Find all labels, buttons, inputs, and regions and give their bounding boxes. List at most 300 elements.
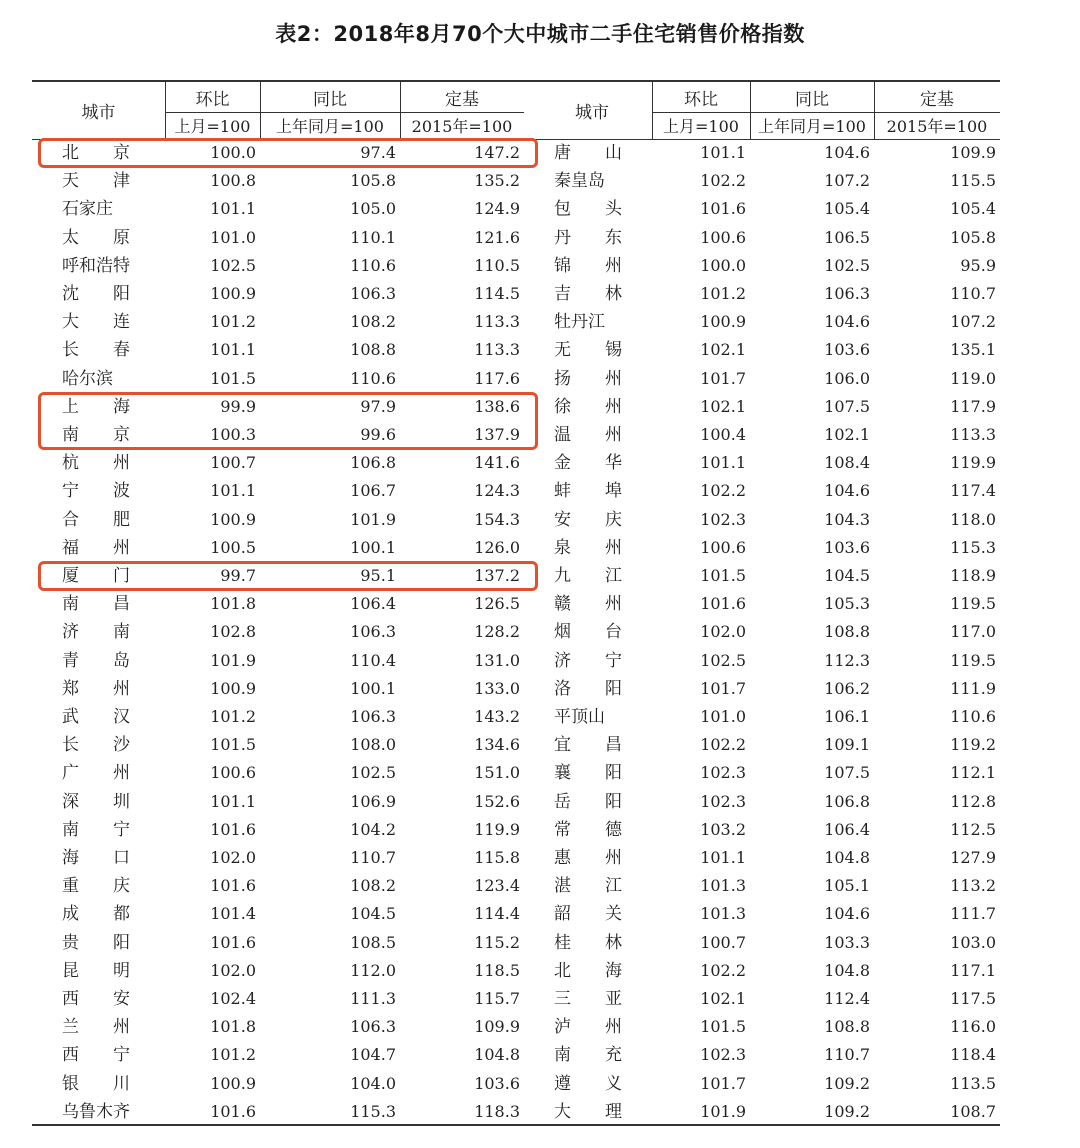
left-yoy-header: 同比 xyxy=(313,89,347,110)
yoy-value: 100.1 xyxy=(350,537,396,557)
base-value: 109.9 xyxy=(950,143,996,162)
base-value: 117.9 xyxy=(950,396,996,416)
mom-value: 101.9 xyxy=(210,650,256,670)
yoy-value: 108.4 xyxy=(824,453,870,473)
yoy-value: 108.8 xyxy=(350,340,396,360)
yoy-value: 95.1 xyxy=(360,566,396,585)
mom-value: 101.6 xyxy=(700,199,746,219)
city-name: 遵 义 xyxy=(554,1073,622,1094)
city-name: 襄 阳 xyxy=(554,763,622,784)
table-row xyxy=(32,816,1000,844)
table-row xyxy=(32,985,1000,1013)
mom-value: 101.6 xyxy=(210,932,256,952)
base-value: 128.2 xyxy=(474,622,520,642)
city-name: 太 原 xyxy=(62,227,130,248)
mom-value: 101.1 xyxy=(210,340,256,360)
base-value: 103.6 xyxy=(474,1073,520,1093)
yoy-value: 106.3 xyxy=(350,622,396,642)
base-value: 108.7 xyxy=(950,1101,996,1121)
left-header-midline xyxy=(165,112,524,113)
mom-value: 100.9 xyxy=(210,284,256,303)
mom-value: 100.6 xyxy=(210,763,256,783)
city-name: 成 都 xyxy=(62,904,130,925)
city-name: 安 庆 xyxy=(554,509,622,530)
right-mom-subheader: 上月=100 xyxy=(663,117,739,136)
base-value: 118.3 xyxy=(474,1101,520,1121)
city-name: 海 口 xyxy=(62,848,130,868)
city-name: 昆 明 xyxy=(62,960,130,981)
city-name: 济 宁 xyxy=(554,650,622,671)
table-row xyxy=(32,872,1000,900)
yoy-value: 110.6 xyxy=(350,368,396,388)
base-value: 107.2 xyxy=(950,312,996,332)
base-value: 111.7 xyxy=(950,904,996,924)
mom-value: 102.0 xyxy=(210,848,256,867)
mom-value: 100.7 xyxy=(210,453,256,473)
table-row xyxy=(32,224,1000,252)
yoy-value: 104.5 xyxy=(824,566,870,585)
yoy-value: 106.4 xyxy=(350,594,396,614)
left-mom-subheader: 上月=100 xyxy=(174,117,251,136)
table-row xyxy=(32,280,1000,308)
base-value: 121.6 xyxy=(474,227,520,247)
mom-value: 100.6 xyxy=(700,537,746,557)
yoy-value: 104.6 xyxy=(824,904,870,924)
table-row xyxy=(32,365,1000,393)
base-value: 117.1 xyxy=(950,960,996,980)
table-row xyxy=(32,1041,1000,1069)
mom-value: 101.7 xyxy=(700,1073,746,1093)
yoy-value: 99.6 xyxy=(360,425,396,444)
mom-value: 101.9 xyxy=(700,1101,746,1121)
city-name: 大 理 xyxy=(554,1101,622,1122)
yoy-value: 104.2 xyxy=(350,819,396,839)
yoy-value: 104.5 xyxy=(350,904,396,924)
city-name: 丹 东 xyxy=(554,227,622,248)
city-name: 沈 阳 xyxy=(62,284,130,304)
yoy-value: 103.3 xyxy=(824,932,870,952)
yoy-value: 97.9 xyxy=(360,396,396,416)
table-row xyxy=(32,618,1000,646)
city-name: 无 锡 xyxy=(554,340,622,361)
mom-value: 101.1 xyxy=(210,791,256,811)
city-name: 乌鲁木齐 xyxy=(62,1101,130,1122)
mom-value: 101.2 xyxy=(210,1045,256,1065)
mom-value: 101.7 xyxy=(700,678,746,698)
mom-value: 101.5 xyxy=(700,1017,746,1037)
yoy-value: 106.2 xyxy=(824,678,870,698)
base-value: 126.0 xyxy=(474,537,520,557)
base-value: 112.1 xyxy=(950,763,996,783)
right-yoy-header: 同比 xyxy=(795,89,829,110)
base-value: 110.7 xyxy=(950,284,996,303)
city-name: 韶 关 xyxy=(554,904,622,925)
base-value: 111.9 xyxy=(950,678,996,698)
base-value: 115.2 xyxy=(474,932,520,952)
base-value: 109.9 xyxy=(474,1017,520,1037)
table-row xyxy=(32,647,1000,675)
table-row xyxy=(32,929,1000,957)
mom-value: 102.5 xyxy=(210,255,256,275)
city-name: 秦皇岛 xyxy=(554,171,605,192)
city-name: 上 海 xyxy=(62,396,130,417)
mom-value: 101.6 xyxy=(210,1101,256,1121)
table-row xyxy=(32,139,1000,167)
mom-value: 103.2 xyxy=(700,819,746,839)
city-name: 泸 州 xyxy=(554,1017,622,1038)
right-mom-header: 环比 xyxy=(684,89,718,110)
city-name: 宜 昌 xyxy=(554,735,622,756)
base-value: 119.5 xyxy=(950,650,996,670)
mom-value: 101.2 xyxy=(210,312,256,332)
mom-value: 99.9 xyxy=(220,396,256,416)
yoy-value: 106.3 xyxy=(824,284,870,303)
base-value: 118.0 xyxy=(950,509,996,529)
base-value: 110.5 xyxy=(474,255,520,275)
table-row xyxy=(32,195,1000,223)
base-value: 135.2 xyxy=(474,171,520,191)
base-value: 124.9 xyxy=(474,199,520,219)
left-mom-header: 环比 xyxy=(195,89,230,110)
city-name: 重 庆 xyxy=(62,876,130,897)
table-row xyxy=(32,393,1000,421)
city-name: 郑 州 xyxy=(62,678,130,699)
base-value: 105.8 xyxy=(950,227,996,247)
yoy-value: 112.4 xyxy=(824,989,870,1008)
mom-value: 102.3 xyxy=(700,763,746,783)
table-row xyxy=(32,703,1000,731)
left-city-header: 城市 xyxy=(81,103,116,123)
table-row xyxy=(32,731,1000,759)
yoy-value: 106.1 xyxy=(824,707,870,726)
yoy-value: 104.7 xyxy=(350,1045,396,1065)
base-value: 119.5 xyxy=(950,594,996,614)
base-value: 117.0 xyxy=(950,622,996,642)
yoy-value: 105.8 xyxy=(350,171,396,191)
mom-value: 102.1 xyxy=(700,340,746,360)
yoy-value: 104.8 xyxy=(824,960,870,980)
base-value: 117.6 xyxy=(474,368,520,388)
city-name: 贵 阳 xyxy=(62,932,130,953)
base-value: 119.0 xyxy=(950,368,996,388)
right-header-midline xyxy=(652,112,1000,113)
city-name: 西 安 xyxy=(62,989,130,1009)
mom-value: 102.3 xyxy=(700,791,746,811)
table-row xyxy=(32,1098,1000,1126)
yoy-value: 105.3 xyxy=(824,594,870,614)
base-value: 104.8 xyxy=(474,1045,520,1065)
yoy-value: 106.4 xyxy=(824,819,870,839)
base-value: 137.9 xyxy=(474,425,520,444)
city-name: 宁 波 xyxy=(62,481,130,502)
mom-value: 101.1 xyxy=(210,481,256,501)
yoy-value: 104.6 xyxy=(824,143,870,162)
yoy-value: 102.1 xyxy=(824,425,870,444)
base-value: 124.3 xyxy=(474,481,520,501)
mom-value: 101.1 xyxy=(700,453,746,473)
right-base-subheader: 2015年=100 xyxy=(886,117,988,136)
mom-value: 100.3 xyxy=(210,425,256,444)
table-row xyxy=(32,1013,1000,1041)
base-value: 110.6 xyxy=(950,707,996,726)
base-value: 112.8 xyxy=(950,791,996,811)
mom-value: 102.5 xyxy=(700,650,746,670)
city-name: 大 连 xyxy=(62,312,130,333)
base-value: 113.3 xyxy=(474,312,520,332)
base-value: 118.9 xyxy=(950,566,996,585)
mom-value: 100.9 xyxy=(210,509,256,529)
yoy-value: 101.9 xyxy=(350,509,396,529)
city-name: 兰 州 xyxy=(62,1017,130,1038)
yoy-value: 102.5 xyxy=(824,255,870,275)
table-row xyxy=(32,477,1000,505)
table-row xyxy=(32,252,1000,280)
city-name: 济 南 xyxy=(62,622,130,643)
yoy-value: 106.9 xyxy=(350,791,396,811)
city-name: 南 充 xyxy=(554,1045,622,1066)
mom-value: 101.5 xyxy=(700,566,746,585)
base-value: 114.5 xyxy=(474,284,520,303)
table-row xyxy=(32,675,1000,703)
yoy-value: 108.2 xyxy=(350,876,396,896)
city-name: 徐 州 xyxy=(554,396,622,417)
city-name: 深 圳 xyxy=(62,791,130,812)
left-header-divider xyxy=(260,80,261,139)
mom-value: 100.9 xyxy=(210,678,256,698)
yoy-value: 106.3 xyxy=(350,284,396,303)
mom-value: 100.0 xyxy=(210,143,256,162)
base-value: 114.4 xyxy=(474,904,520,924)
city-name: 天 津 xyxy=(62,171,130,192)
yoy-value: 110.7 xyxy=(350,848,396,867)
base-value: 113.2 xyxy=(950,876,996,896)
yoy-value: 106.3 xyxy=(350,1017,396,1037)
mom-value: 101.0 xyxy=(700,707,746,726)
left-yoy-subheader: 上年同月=100 xyxy=(276,117,384,136)
table-row xyxy=(32,506,1000,534)
right-yoy-subheader: 上年同月=100 xyxy=(758,117,866,136)
table-row xyxy=(32,421,1000,449)
city-name: 西 宁 xyxy=(62,1045,130,1066)
base-value: 119.9 xyxy=(950,453,996,473)
left-header-divider xyxy=(400,80,401,139)
yoy-value: 112.3 xyxy=(824,650,870,670)
base-value: 151.0 xyxy=(474,763,520,783)
table-row xyxy=(32,336,1000,364)
mom-value: 101.5 xyxy=(210,368,256,388)
yoy-value: 109.2 xyxy=(824,1073,870,1093)
yoy-value: 105.0 xyxy=(350,199,396,219)
city-name: 唐 山 xyxy=(554,143,622,163)
base-value: 119.2 xyxy=(950,735,996,755)
mom-value: 102.2 xyxy=(700,481,746,501)
table-row xyxy=(32,759,1000,787)
city-name: 长 春 xyxy=(62,340,130,361)
base-value: 113.3 xyxy=(474,340,520,360)
yoy-value: 104.6 xyxy=(824,481,870,501)
yoy-value: 108.5 xyxy=(350,932,396,952)
yoy-value: 104.6 xyxy=(824,312,870,332)
base-value: 127.9 xyxy=(950,848,996,867)
yoy-value: 106.3 xyxy=(350,707,396,726)
city-name: 包 头 xyxy=(554,199,622,220)
mom-value: 101.2 xyxy=(700,284,746,303)
base-value: 117.4 xyxy=(950,481,996,501)
yoy-value: 111.3 xyxy=(350,989,396,1008)
city-name: 哈尔滨 xyxy=(62,368,113,389)
right-city-header: 城市 xyxy=(575,103,609,123)
mom-value: 101.0 xyxy=(210,227,256,247)
mom-value: 101.6 xyxy=(700,594,746,614)
mom-value: 101.8 xyxy=(210,1017,256,1037)
base-value: 143.2 xyxy=(474,707,520,726)
base-value: 123.4 xyxy=(474,876,520,896)
city-name: 赣 州 xyxy=(554,594,622,615)
base-value: 116.0 xyxy=(950,1017,996,1037)
mom-value: 101.3 xyxy=(700,904,746,924)
table-row xyxy=(32,590,1000,618)
mom-value: 101.4 xyxy=(210,904,256,924)
yoy-value: 106.7 xyxy=(350,481,396,501)
yoy-value: 100.1 xyxy=(350,678,396,698)
mom-value: 100.7 xyxy=(700,932,746,952)
mom-value: 100.9 xyxy=(700,312,746,332)
mom-value: 100.8 xyxy=(210,171,256,191)
mom-value: 102.1 xyxy=(700,396,746,416)
yoy-value: 108.8 xyxy=(824,1017,870,1037)
left-base-subheader: 2015年=100 xyxy=(411,117,513,136)
city-name: 厦 门 xyxy=(62,566,130,586)
mom-value: 102.2 xyxy=(700,735,746,755)
city-name: 常 德 xyxy=(554,819,622,840)
table-row xyxy=(32,534,1000,562)
yoy-value: 108.2 xyxy=(350,312,396,332)
base-value: 95.9 xyxy=(960,255,996,275)
city-name: 温 州 xyxy=(554,425,622,445)
left-header-divider xyxy=(165,80,166,139)
city-name: 广 州 xyxy=(62,763,130,784)
base-value: 115.5 xyxy=(950,171,996,191)
mom-value: 101.2 xyxy=(210,707,256,726)
mom-value: 101.1 xyxy=(210,199,256,219)
table-row xyxy=(32,957,1000,985)
city-name: 青 岛 xyxy=(62,650,130,671)
yoy-value: 106.8 xyxy=(824,791,870,811)
right-base-header: 定基 xyxy=(920,89,954,110)
city-name: 金 华 xyxy=(554,453,622,474)
city-name: 三 亚 xyxy=(554,989,622,1009)
mom-value: 99.7 xyxy=(220,566,256,585)
yoy-value: 103.6 xyxy=(824,340,870,360)
city-name: 呼和浩特 xyxy=(62,255,130,276)
city-name: 泉 州 xyxy=(554,537,622,558)
base-value: 141.6 xyxy=(474,453,520,473)
city-name: 牡丹江 xyxy=(554,312,605,333)
city-name: 长 沙 xyxy=(62,735,130,756)
yoy-value: 110.6 xyxy=(350,255,396,275)
mom-value: 102.2 xyxy=(700,171,746,191)
yoy-value: 106.5 xyxy=(824,227,870,247)
base-value: 154.3 xyxy=(474,509,520,529)
base-value: 119.9 xyxy=(474,819,520,839)
yoy-value: 103.6 xyxy=(824,537,870,557)
yoy-value: 102.5 xyxy=(350,763,396,783)
mom-value: 101.6 xyxy=(210,819,256,839)
mom-value: 102.0 xyxy=(700,622,746,642)
table-row xyxy=(32,449,1000,477)
city-name: 九 江 xyxy=(554,566,622,586)
base-value: 112.5 xyxy=(950,819,996,839)
base-value: 134.6 xyxy=(474,735,520,755)
base-value: 115.8 xyxy=(474,848,520,867)
mom-value: 102.3 xyxy=(700,1045,746,1065)
right-header-divider xyxy=(750,80,751,139)
base-value: 117.5 xyxy=(950,989,996,1008)
city-name: 南 宁 xyxy=(62,819,130,840)
city-name: 石家庄 xyxy=(62,199,113,220)
city-name: 烟 台 xyxy=(554,622,622,643)
base-value: 115.7 xyxy=(474,989,520,1008)
yoy-value: 105.1 xyxy=(824,876,870,896)
base-value: 137.2 xyxy=(474,566,520,585)
base-value: 103.0 xyxy=(950,932,996,952)
table-row xyxy=(32,900,1000,928)
city-name: 桂 林 xyxy=(554,932,622,953)
mom-value: 102.3 xyxy=(700,509,746,529)
city-name: 杭 州 xyxy=(62,453,130,474)
mom-value: 101.7 xyxy=(700,368,746,388)
yoy-value: 104.3 xyxy=(824,509,870,529)
mom-value: 101.1 xyxy=(700,848,746,867)
city-name: 福 州 xyxy=(62,537,130,558)
base-value: 135.1 xyxy=(950,340,996,360)
base-value: 147.2 xyxy=(474,143,520,162)
city-name: 洛 阳 xyxy=(554,678,622,699)
city-name: 北 京 xyxy=(62,143,130,163)
yoy-value: 107.2 xyxy=(824,171,870,191)
mom-value: 100.0 xyxy=(700,255,746,275)
mom-value: 101.1 xyxy=(700,143,746,162)
base-value: 133.0 xyxy=(474,678,520,698)
yoy-value: 109.1 xyxy=(824,735,870,755)
yoy-value: 110.4 xyxy=(350,650,396,670)
table-row xyxy=(32,167,1000,195)
base-value: 118.5 xyxy=(474,960,520,980)
mom-value: 102.2 xyxy=(700,960,746,980)
city-name: 合 肥 xyxy=(62,509,130,530)
city-name: 蚌 埠 xyxy=(554,481,622,502)
city-name: 扬 州 xyxy=(554,368,622,389)
base-value: 113.5 xyxy=(950,1073,996,1093)
mom-value: 100.9 xyxy=(210,1073,256,1093)
base-value: 131.0 xyxy=(474,650,520,670)
city-name: 银 川 xyxy=(62,1073,130,1094)
yoy-value: 115.3 xyxy=(350,1101,396,1121)
yoy-value: 104.0 xyxy=(350,1073,396,1093)
city-name: 湛 江 xyxy=(554,876,622,897)
mom-value: 101.3 xyxy=(700,876,746,896)
mom-value: 102.8 xyxy=(210,622,256,642)
yoy-value: 107.5 xyxy=(824,763,870,783)
base-value: 152.6 xyxy=(474,791,520,811)
mom-value: 101.8 xyxy=(210,594,256,614)
left-base-header: 定基 xyxy=(445,89,479,110)
city-name: 南 京 xyxy=(62,425,130,445)
table-row xyxy=(32,1070,1000,1098)
table-row xyxy=(32,562,1000,590)
yoy-value: 106.8 xyxy=(350,453,396,473)
city-name: 南 昌 xyxy=(62,594,130,615)
